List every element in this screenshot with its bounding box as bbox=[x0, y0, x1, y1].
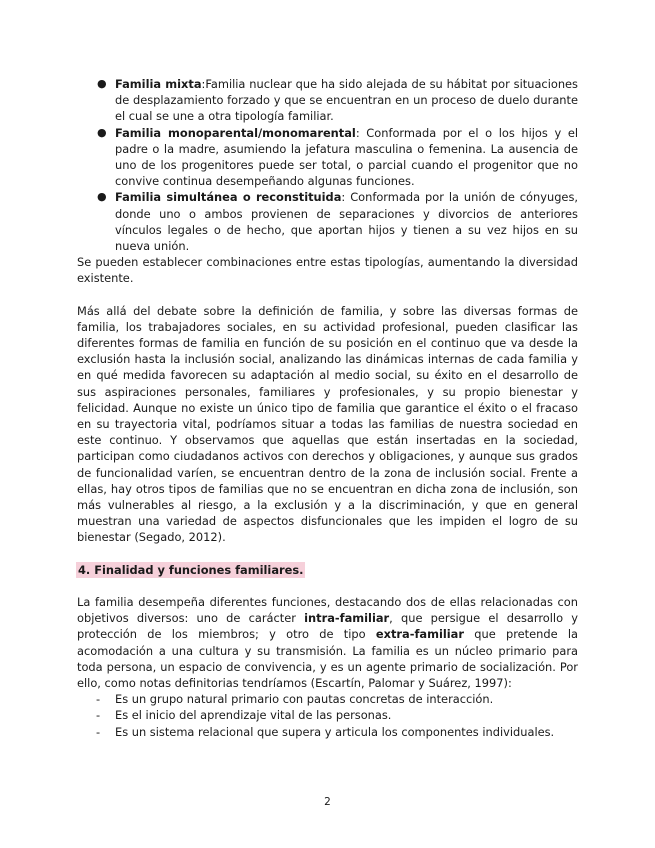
bullet-icon: ● bbox=[97, 190, 107, 204]
bullet-separator: : bbox=[201, 77, 206, 91]
list-item: - Es un sistema relacional que supera y articula los componentes individuales. bbox=[96, 724, 555, 739]
bullet-term: Familia mixta bbox=[115, 77, 202, 91]
paragraph-functions: La familia desempeña diferentes funciones, destacando dos de ellas relacionadas con objetivos diversos: uno de carácter intra-familiar, que persigue el desarrollo y protección de los miembros; y otro de tipo extra-familiar que pretende la acomodación a una cultura y su transmisión. La familia es un núcleo primario para toda persona, un espacio de convivencia, y es un agente primario de socialización. Por ello, como notas definitorias tendríamos (Escartín, Palomar y Suárez, 1997): bbox=[77, 594, 578, 690]
bullet-term: Familia simultánea o reconstituida bbox=[115, 190, 342, 205]
list-item bbox=[77, 125, 578, 190]
bullet-icon: ● bbox=[97, 77, 107, 90]
bullet-icon: ● bbox=[97, 125, 107, 139]
list-item: - Es un grupo natural primario con pautas concretas de interacción. bbox=[96, 692, 494, 707]
bullet-separator: : bbox=[355, 125, 367, 140]
bullet-term: Familia monoparental/monomarental bbox=[115, 125, 356, 140]
paragraph-combinations: Se pueden establecer combinaciones entre estas tipologías, aumentando la diversidad existente. bbox=[77, 255, 578, 286]
family-types-list bbox=[77, 76, 578, 254]
bullet-text: Conformada por la unión de cónyuges, donde uno o ambos provienen de separaciones y divorcios de anteriores vínculos legales o de hecho, que aportan hijos y tienen a su vez hijos en su nueva unión. bbox=[115, 190, 578, 254]
section-heading: 4. Finalidad y funciones familiares. bbox=[78, 562, 304, 577]
list-item bbox=[77, 76, 578, 125]
list-item: - Es el inicio del aprendizaje vital de las personas. bbox=[96, 708, 392, 723]
bullet-text: Familia nuclear que ha sido alejada de su hábitat por situaciones de desplazamiento forzado y que se encuentran en un proceso de duelo durante el cual se une a otra tipología familiar. bbox=[115, 77, 578, 124]
page-number: 2 bbox=[324, 796, 331, 808]
dash-icon: - bbox=[96, 708, 101, 723]
list-item bbox=[77, 189, 578, 254]
bullet-separator: : bbox=[341, 190, 351, 205]
intra-familiar-term: intra-familiar bbox=[304, 611, 390, 626]
bullet-text: Conformada por el o los hijos y el padre o la madre, asumiendo la jefatura masculina o femenina. La ausencia de uno de los progenitores puede ser total, o parcial cuando el progenitor que no convive continua desempeñando algunas funciones. bbox=[115, 125, 578, 189]
page-content bbox=[77, 76, 578, 740]
definitions-list bbox=[77, 691, 578, 740]
dash-icon: - bbox=[96, 724, 101, 739]
dash-icon: - bbox=[96, 692, 101, 707]
paragraph-inclusion: Más allá del debate sobre la definición de familia, y sobre las diversas formas de familia, los trabajadores sociales, en su actividad profesional, pueden clasificar las diferentes formas de familia en función de su posición en el continuo que va desde la exclusión hasta la inclusión social, analizando las dinámicas internas de cada familia y en qué medida favorecen su adaptación al medio social, su éxito en el desarrollo de sus aspiraciones personales, familiares y profesionales, y su propio bienestar y felicidad. Aunque no existe un único tipo de familia que garantice el éxito o el fracaso en su trayectoria vital, podríamos situar a todas las familias de nuestra sociedad en este continuo. Y observamos que aquellas que están insertadas en la sociedad, participan como ciudadanos activos con derechos y obligaciones, y aunque sus grados de funcionalidad varíen, se encuentran dentro de la zona de inclusión social. Frente a ellas, hay otros tipos de familias que no se encuentran en dicha zona de inclusión, son más vulnerables al riesgo, a la exclusión y a la discriminación, y que en general muestran una variedad de aspectos disfuncionales que les impiden el logro de su bienestar (Segado, 2012). bbox=[77, 303, 578, 545]
extra-familiar-term: extra-familiar bbox=[375, 627, 464, 642]
